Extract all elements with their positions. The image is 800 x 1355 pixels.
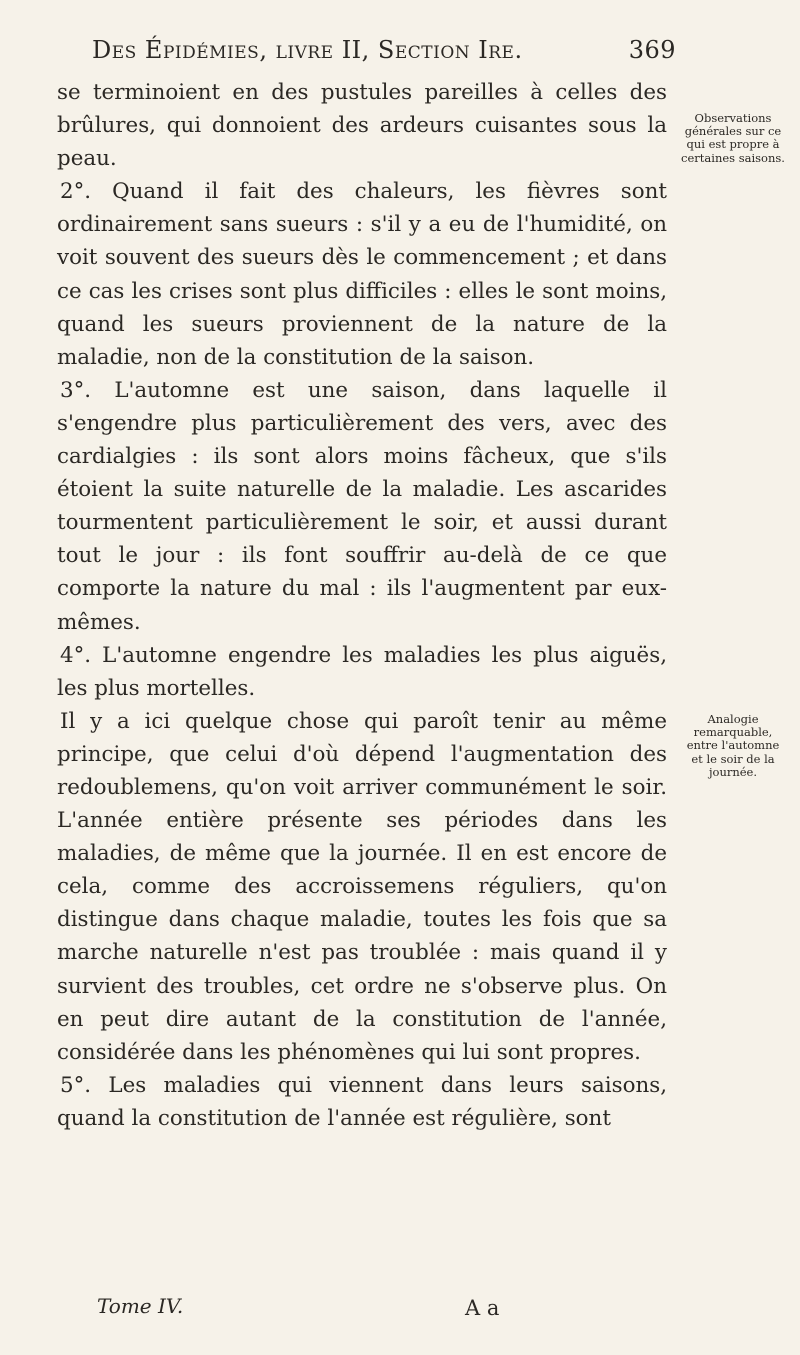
page-footer [97,1294,517,1318]
tome-label: Tome IV. [97,1294,184,1318]
main-text [57,76,667,1135]
page-number: 369 [628,36,676,64]
margin-note-observations: Observations générales sur ce qui est propre à certaines saisons. [681,111,785,165]
running-header-title: Des Épidémies, livre II, Section Ire. [92,36,523,64]
paragraph-3: 3°. L'automne est une saison, dans laquelle il s'engendre plus particulièrement des vers, avec des cardialgies : ils sont alors moins fâcheux, que s'ils étoient la suite naturelle de la maladie. Les ascarides tourmentent particulièrement le soir, et aussi durant tout le jour : ils font souffrir au-delà de ce que comporte la nature du mal : ils l'augmentent par eux-mêmes. [57,377,667,635]
running-header [92,36,676,64]
paragraph-continuation: se terminoient en des pustules pareilles à celles des brûlures, qui donnoient des ardeurs cuisantes sous la peau. [57,80,667,172]
margin-note-analogie: Analogie remarquable, entre l'automne et le soir de la journée. [686,712,780,779]
paragraph-2: 2°. Quand il fait des chaleurs, les fièvres sont ordinairement sans sueurs : s'il y a eu de l'humidité, on voit souvent des sueurs dès le commencement ; et dans ce cas les crises sont plus difficiles : elles le sont moins, quand les sueurs proviennent de la nature de la maladie, non de la constitution de la saison. [57,179,667,370]
paragraph-4: 4°. L'automne engendre les maladies les plus aiguës, les plus mortelles. [57,642,667,701]
paragraph-commentary: Il y a ici quelque chose qui paroît tenir au même principe, que celui d'où dépend l'augmentation des redoublemens, qu'on voit arriver communément le soir. L'année entière présente ses périodes dans les maladies, de même que la journée. Il en est encore de cela, comme des accroissemens réguliers, qu'on distingue dans chaque maladie, toutes les fois que sa marche naturelle n'est pas troublée : mais quand il y survient des troubles, cet ordre ne s'observe plus. On en peut dire autant de la constitution de l'année, considérée dans les phénomènes qui lui sont propres. [57,708,667,1065]
signature-mark: A a [465,1296,500,1320]
paragraph-5: 5°. Les maladies qui viennent dans leurs saisons, quand la constitution de l'année est régulière, sont [57,1072,667,1131]
